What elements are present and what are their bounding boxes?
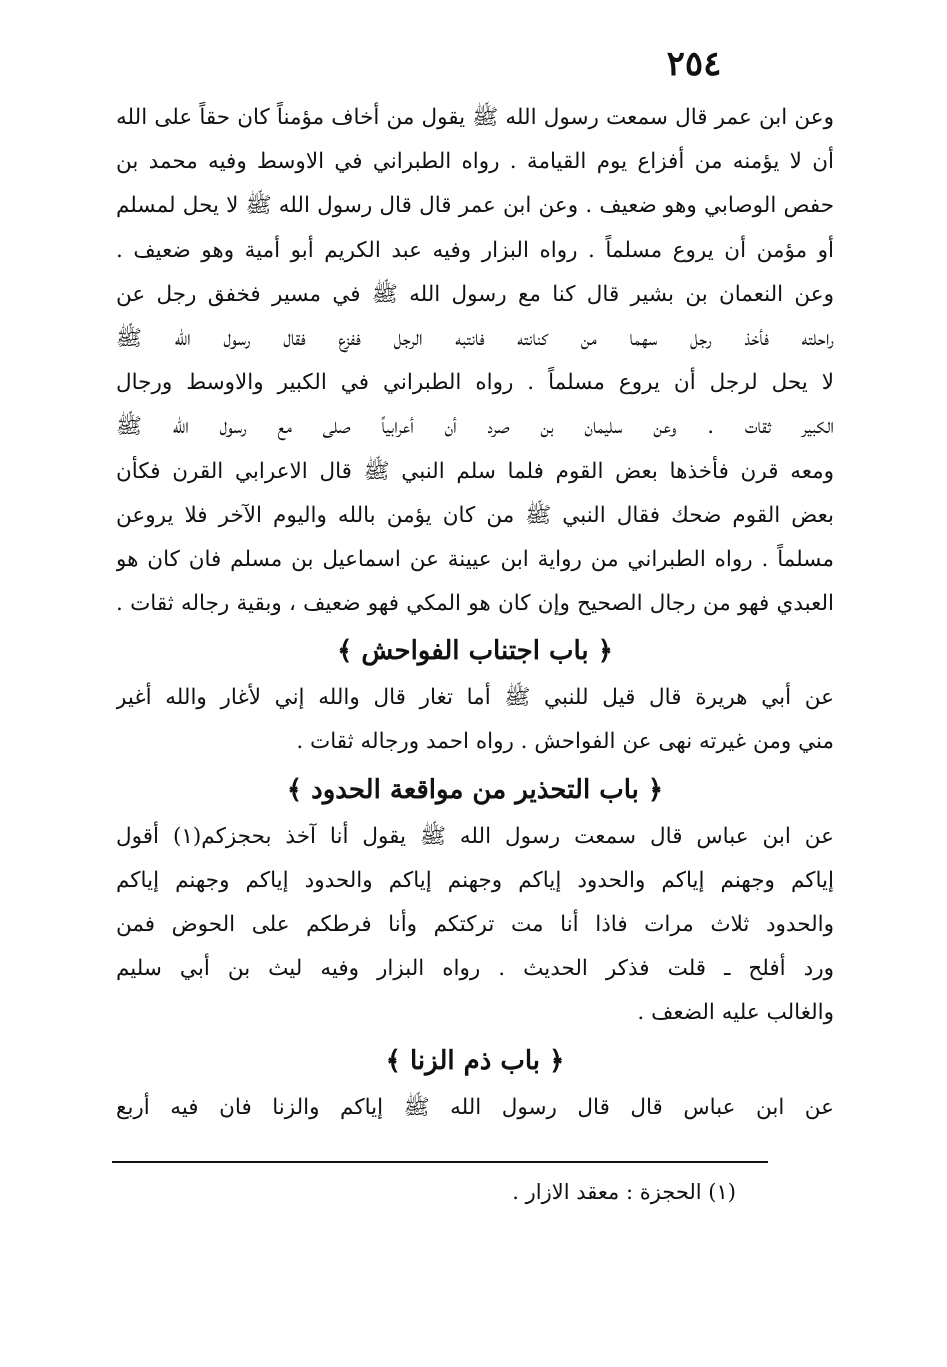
footnote-divider (112, 1161, 768, 1163)
section-heading: ﴿ باب ذم الزنا ﴾ (385, 1045, 565, 1076)
page-number: ٢٥٤ (666, 44, 722, 84)
text-line: ومعه قرن فأخذها بعض القوم فلما سلم النبي ﷺ قال الاعرابي القرن فكأن (116, 458, 834, 484)
text-line: وعن ابن عمر قال سمعت رسول الله ﷺ يقول من أخاف مؤمناً كان حقاً على الله (116, 105, 834, 130)
page-body (116, 96, 834, 1130)
text-line: وعن النعمان بن بشير قال كنا مع رسول الله ﷺ في مسير فخفق رجل عن (116, 281, 834, 307)
text-line: أو مؤمن أن يروع مسلماً . رواه البزار وفيه عبد الكريم أبو أمية وهو ضعيف . (116, 237, 834, 263)
text-line: راحلته فأخذ رجل سهما من كنانته فانتبه الرجل ففزع فقال رسول الله ﷺ (116, 325, 834, 351)
section-heading: ﴿ باب اجتناب الفواحش ﴾ (337, 636, 613, 667)
text-line: والغالب عليه الضعف . (637, 1000, 834, 1026)
text-line: لا يحل لرجل أن يروع مسلماً . رواه الطبراني في الكبير والاوسط ورجال (116, 370, 834, 396)
section-heading: ﴿ باب التحذير من مواقعة الحدود ﴾ (286, 774, 664, 805)
text-line: مني ومن غيرته نهى عن الفواحش . رواه احمد ورجاله ثقات . (296, 729, 834, 755)
text-line: عن ابن عباس قال قال رسول الله ﷺ إياكم والزنا فان فيه أربع (116, 1094, 834, 1120)
text-line: عن أبي هريرة قال قيل للنبي ﷺ أما تغار قال والله إني لأغار والله أغير (116, 685, 834, 711)
text-line: والحدود ثلاث مرات فاذا أنا مت تركتكم وأنا فرطكم على الحوض فمن (116, 912, 834, 937)
text-line: العبدي فهو من رجال الصحيح وإن كان هو المكي فهو ضعيف ، وبقية رجاله ثقات . (116, 591, 834, 617)
text-line: حفص الوصابي وهو ضعيف . وعن ابن عمر قال قال رسول الله ﷺ لا يحل لمسلم (116, 193, 834, 219)
text-line: إياكم وجهنم إياكم والحدود إياكم وجهنم إياكم والحدود إياكم وجهنم إياكم (116, 867, 834, 893)
text-line: بعض القوم ضحك فقال النبي ﷺ من كان يؤمن بالله واليوم الآخر فلا يروعن (116, 502, 834, 528)
text-line: ورد أفلح ـ قلت فذكر الحديث . رواه البزار وفيه ليث بن أبي سليم (116, 956, 834, 982)
text-line: مسلماً . رواه الطبراني من رواية ابن عيينة عن اسماعيل بن مسلم فان كان هو (116, 546, 834, 572)
text-line: عن ابن عباس قال سمعت رسول الله ﷺ يقول أنا آخذ بحجزكم(١) أقول (116, 823, 834, 849)
text-line: أن لا يؤمنه من أفزاع يوم القيامة . رواه الطبراني في الاوسط وفيه محمد بن (116, 149, 834, 175)
text-line: الكبير ثقات . وعن سليمان بن صرد أن أعرابياً صلى مع رسول الله ﷺ (116, 414, 834, 440)
footnote: (١) الحجزة : معقد الازار . (512, 1180, 736, 1204)
